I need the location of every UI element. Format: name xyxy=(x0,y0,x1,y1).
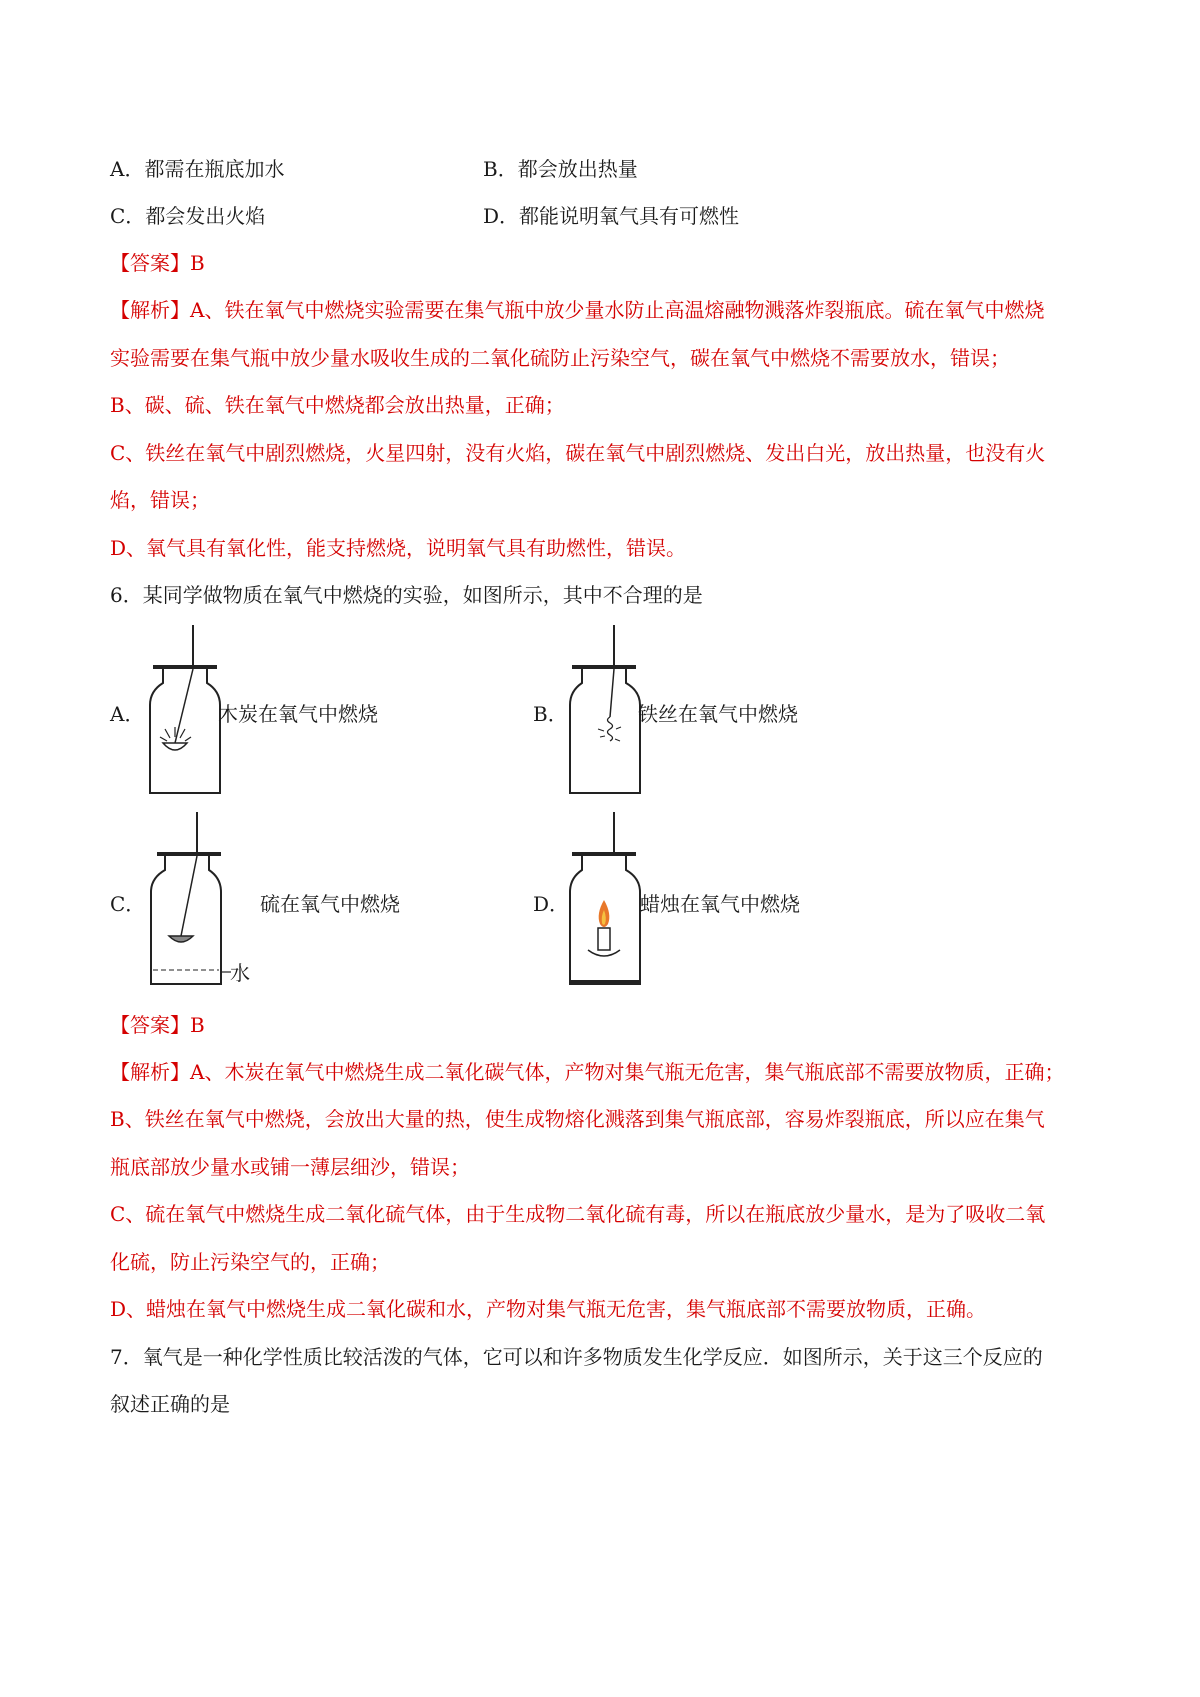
q7-stem-line: 叙述正确的是 xyxy=(110,1392,230,1416)
q5-analysis-line: C、铁丝在氧气中剧烈燃烧，火星四射，没有火焰，碳在氧气中剧烈燃烧、发出白光，放出热量，也没有火 xyxy=(110,441,1046,465)
q5-analysis-line: B、碳、硫、铁在氧气中燃烧都会放出热量，正确； xyxy=(110,393,565,417)
q6-analysis-line: D、蜡烛在氧气中燃烧生成二氧化碳和水，产物对集气瓶无危害，集气瓶底部不需要放物质，正确。 xyxy=(110,1297,987,1321)
iron-wire-jar-figure xyxy=(568,625,648,800)
q6-option-a-letter: A． xyxy=(110,702,145,726)
q5-option-c: C．都会发出火焰 xyxy=(110,204,266,228)
q5-analysis-line: 【解析】A、铁在氧气中燃烧实验需要在集气瓶中放少量水防止高温熔融物溅落炸裂瓶底。硫在氧气中燃烧 xyxy=(110,298,1045,322)
q6-option-c-letter: C． xyxy=(110,892,146,916)
q5-analysis-line: 实验需要在集气瓶中放少量水吸收生成的二氧化硫防止污染空气，碳在氧气中燃烧不需要放水，错误； xyxy=(110,346,1010,370)
q6-answer: 【答案】B xyxy=(110,1013,205,1037)
q5-analysis-line: 焰，错误； xyxy=(110,488,210,512)
q6-analysis-line: 化硫，防止污染空气的，正确； xyxy=(110,1250,390,1274)
q6-analysis-line: 【解析】A、木炭在氧气中燃烧生成二氧化碳气体，产物对集气瓶无危害，集气瓶底部不需要放物质，正确； xyxy=(110,1060,1065,1084)
q5-option-d: D．都能说明氧气具有可燃性 xyxy=(483,204,740,228)
q6-option-d-caption: 蜡烛在氧气中燃烧 xyxy=(640,892,800,916)
q6-option-c-caption: 硫在氧气中燃烧 xyxy=(260,892,400,916)
water-label: 水 xyxy=(230,961,250,985)
q7-stem-line: 7．氧气是一种化学性质比较活泼的气体，它可以和许多物质发生化学反应．如图所示，关于这三个反应的 xyxy=(110,1345,1043,1369)
q6-option-b-caption: 铁丝在氧气中燃烧 xyxy=(638,702,798,726)
q5-option-a: A．都需在瓶底加水 xyxy=(110,157,285,181)
q6-analysis-line: C、硫在氧气中燃烧生成二氧化硫气体，由于生成物二氧化硫有毒，所以在瓶底放少量水，是为了吸收二氧 xyxy=(110,1202,1046,1226)
q5-analysis-line: D、氧气具有氧化性，能支持燃烧，说明氧气具有助燃性，错误。 xyxy=(110,536,687,560)
q6-option-b-letter: B． xyxy=(533,702,568,726)
q6-stem: 6．某同学做物质在氧气中燃烧的实验，如图所示，其中不合理的是 xyxy=(110,583,703,607)
q6-option-a-caption: 木炭在氧气中燃烧 xyxy=(218,702,378,726)
q6-option-d-letter: D． xyxy=(533,892,570,916)
candle-jar-figure xyxy=(568,812,648,992)
q6-analysis-line: 瓶底部放少量水或铺一薄层细沙，错误； xyxy=(110,1155,470,1179)
charcoal-jar-figure xyxy=(145,625,225,800)
q5-option-b: B．都会放出热量 xyxy=(483,157,638,181)
q5-answer: 【答案】B xyxy=(110,251,205,275)
q6-analysis-line: B、铁丝在氧气中燃烧，会放出大量的热，使生成物熔化溅落到集气瓶底部，容易炸裂瓶底，所以应在集气 xyxy=(110,1107,1045,1131)
